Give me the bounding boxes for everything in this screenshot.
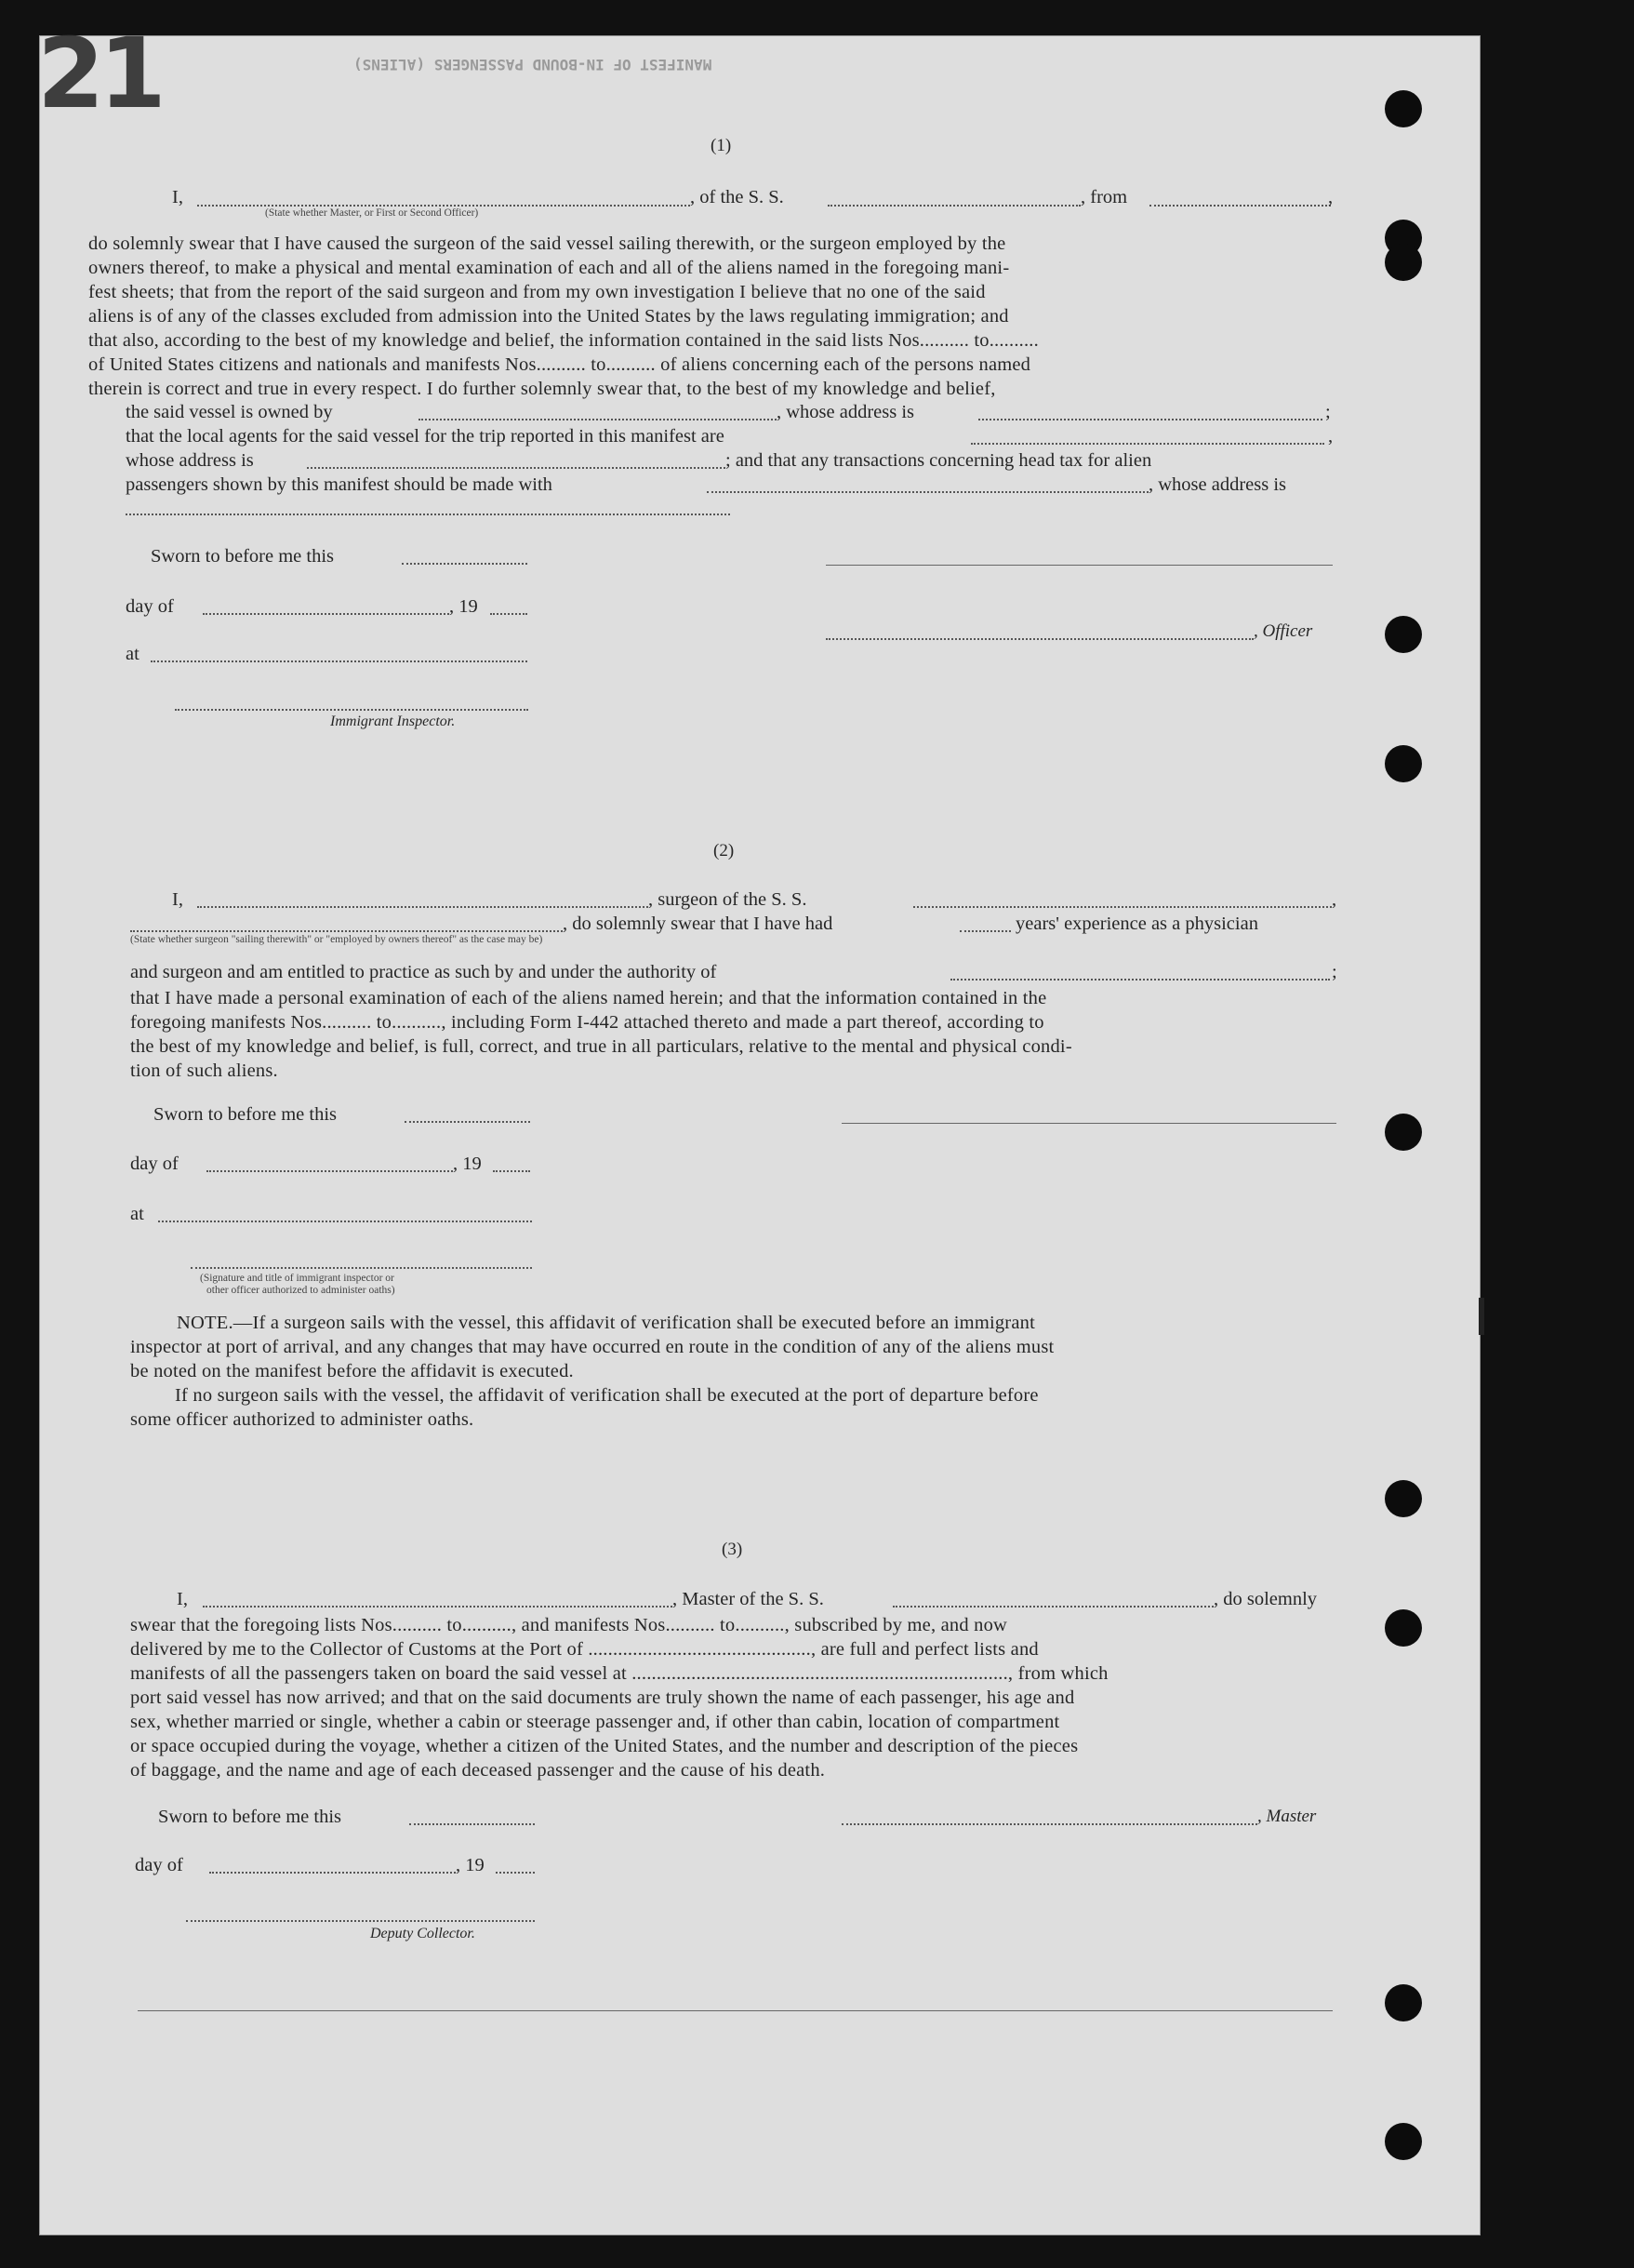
section-3-number: (3) (722, 1540, 743, 1559)
s1-agent-address-field (307, 467, 725, 469)
s2-at-field (158, 1221, 532, 1222)
s1-day-field (203, 613, 449, 615)
s1-at-label: at (126, 644, 139, 664)
s1-agent-address-label: whose address is (126, 450, 254, 471)
section-1-number: (1) (711, 136, 732, 155)
s1-head-tax-agent-field (707, 491, 1149, 493)
s1-i-label: I, (172, 187, 183, 207)
s2-inspector-signature-field (191, 1267, 532, 1269)
s1-line-2: owners thereof, to make a physical and mental examination of each and all of the aliens named in the foregoing mani- (88, 258, 1010, 278)
s1-inspector-caption: Immigrant Inspector. (330, 714, 456, 729)
s2-at-label: at (130, 1204, 144, 1224)
bottom-rule (138, 2010, 1333, 2011)
s1-officer-rank-field (197, 205, 690, 207)
s3-master-label: , Master (1257, 1807, 1317, 1826)
s1-vessel-name-field (828, 205, 1081, 207)
s1-agents-field (971, 443, 1324, 445)
s1-line-3: fest sheets; that from the report of the said surgeon and from my own investigation I believe that no one of the said (88, 282, 986, 302)
punch-hole (1385, 2123, 1422, 2160)
s3-collector-signature-field (186, 1920, 535, 1922)
s2-years-field (960, 930, 1011, 932)
s1-from-label: , from (1081, 187, 1128, 207)
s2-swear-label: , do solemnly swear that I have had (563, 914, 833, 934)
s2-comma: , (1332, 889, 1337, 910)
s1-officer-field (826, 638, 1254, 640)
s1-rank-caption: (State whether Master, or First or Second Officer) (265, 207, 479, 219)
s3-line-1: swear that the foregoing lists Nos.......... to.........., and manifests Nos.......... to.........., subscribed by me, and now (130, 1615, 1008, 1635)
s3-sworn-date-field (409, 1823, 535, 1825)
s2-line-3: the best of my knowledge and belief, is full, correct, and true in all particulars, relative to the mental and physical condi- (130, 1036, 1072, 1057)
s1-signature-line (826, 565, 1333, 566)
section-2-number: (2) (713, 841, 735, 861)
punch-hole (1385, 1114, 1422, 1151)
s2-note-line-1: NOTE.—If a surgeon sails with the vessel, this affidavit of verification shall be executed before an immigrant (177, 1313, 1035, 1333)
s2-semicolon: ; (1332, 962, 1337, 982)
page-tab-mark (1479, 1298, 1484, 1335)
bleed-through-heading: MANIFEST OF IN-BOUND PASSENGERS (ALIENS) (353, 56, 712, 73)
s1-of-ss-label: , of the S. S. (690, 187, 784, 207)
s2-signature-caption-2: other officer authorized to administer oaths) (206, 1285, 395, 1296)
punch-hole (1385, 616, 1422, 653)
s1-owner-field (418, 419, 777, 420)
punch-hole (1385, 745, 1422, 782)
s2-day-of-label: day of (130, 1154, 179, 1174)
s2-note-line-5: some officer authorized to administer oaths. (130, 1409, 474, 1430)
s2-surgeon-of-ss-label: , surgeon of the S. S. (648, 889, 807, 910)
s1-line-1: do solemnly swear that I have caused the surgeon of the said vessel sailing therewith, or the surgeon employed by the (88, 233, 1006, 254)
s1-comma-2: , (1328, 426, 1334, 447)
handwritten-page-number: 21 (37, 17, 161, 130)
s3-line-7: of baggage, and the name and age of each deceased passenger and the cause of his death. (130, 1760, 826, 1781)
s1-semicolon: ; (1325, 402, 1331, 422)
s1-owned-by-label: the said vessel is owned by (126, 402, 333, 422)
s2-experience-label: years' experience as a physician (1016, 914, 1258, 934)
s3-year-label: , 19 (456, 1855, 485, 1875)
s2-year-label: , 19 (453, 1154, 482, 1174)
s1-owner-address-field (978, 419, 1322, 420)
s1-day-of-label: day of (126, 596, 174, 617)
s1-head-tax-address-field (126, 514, 730, 515)
s1-line-5: that also, according to the best of my knowledge and belief, the information contained in the said lists Nos.......... to.......... (88, 330, 1039, 351)
s3-day-field (209, 1872, 456, 1874)
s2-year-field (493, 1170, 530, 1172)
s3-day-of-label: day of (135, 1855, 183, 1875)
s2-sworn-label: Sworn to before me this (153, 1104, 337, 1125)
s2-note-paragraph (130, 1311, 1337, 1432)
punch-hole (1385, 1984, 1422, 2021)
s1-agents-label: that the local agents for the said vessel for the trip reported in this manifest are (126, 426, 724, 447)
s3-master-name-field (203, 1606, 672, 1608)
s1-comma: , (1328, 187, 1334, 207)
s3-line-5: sex, whether married or single, whether a cabin or steerage passenger and, if other than cabin, location of compartment (130, 1712, 1060, 1732)
punch-hole (1385, 1609, 1422, 1647)
s1-from-port-field (1149, 205, 1331, 207)
s3-line-6: or space occupied during the voyage, whether a citizen of the United States, and the number and description of the pieces (130, 1736, 1079, 1756)
s2-surgeon-status-field (130, 930, 563, 932)
s1-line-6: of United States citizens and nationals and manifests Nos.......... to.......... of aliens concerning each of the persons named (88, 354, 1031, 375)
s2-authority-field (950, 979, 1330, 981)
s3-i-label: I, (177, 1589, 188, 1609)
s3-line-4: port said vessel has now arrived; and that on the said documents are truly shown the name of each passenger, his age and (130, 1688, 1075, 1708)
s2-vessel-field (913, 906, 1332, 908)
s2-i-label: I, (172, 889, 183, 910)
s2-line-4: tion of such aliens. (130, 1061, 278, 1081)
s2-note-line-3: be noted on the manifest before the affidavit is executed. (130, 1361, 574, 1381)
s1-head-tax-text: ; and that any transactions concerning head tax for alien (725, 450, 1152, 471)
s3-line-3: manifests of all the passengers taken on board the said vessel at ............................................................................, from which (130, 1663, 1109, 1684)
s1-sworn-label: Sworn to before me this (151, 546, 334, 567)
s1-year-field (490, 613, 527, 615)
s1-head-tax-label: passengers shown by this manifest should be made with (126, 474, 552, 495)
s2-authority-label: and surgeon and am entitled to practice as such by and under the authority of (130, 962, 717, 982)
s3-sworn-label: Sworn to before me this (158, 1807, 341, 1827)
punch-hole (1385, 244, 1422, 281)
s3-vessel-field (893, 1606, 1214, 1608)
s1-whose-address-label: , whose address is (1149, 474, 1287, 495)
s2-surgeon-name-field (197, 906, 648, 908)
s1-line-4: aliens is of any of the classes excluded from admission into the United States by the laws regulating immigration; and (88, 306, 1009, 327)
s1-owner-address-label: , whose address is (777, 402, 915, 422)
s2-oath-paragraph (130, 986, 1337, 1083)
s2-signature-caption-1: (Signature and title of immigrant inspector or (200, 1273, 394, 1284)
s1-inspector-signature-field (175, 709, 528, 711)
s3-line-2: delivered by me to the Collector of Customs at the Port of ............................................., are full and perfect lists and (130, 1639, 1039, 1660)
s3-oath-paragraph (130, 1613, 1339, 1782)
s2-line-2: foregoing manifests Nos.......... to.........., including Form I-442 attached thereto and made a part thereof, according to (130, 1012, 1044, 1033)
s2-signature-line (842, 1123, 1336, 1124)
s3-collector-caption: Deputy Collector. (370, 1926, 475, 1941)
s2-status-caption: (State whether surgeon "sailing therewith" or "employed by owners thereof" as the case may be) (130, 934, 543, 945)
s2-sworn-date-field (405, 1121, 530, 1123)
punch-hole (1385, 90, 1422, 127)
s3-master-signature-field (842, 1823, 1257, 1825)
s1-oath-paragraph (88, 232, 1297, 401)
s1-officer-label: , Officer (1254, 621, 1313, 641)
s2-line-1: that I have made a personal examination of each of the aliens named herein; and that the information contained in the (130, 988, 1047, 1008)
s3-master-of-ss-label: , Master of the S. S. (672, 1589, 824, 1609)
s1-year-label: , 19 (449, 596, 478, 617)
s1-at-field (151, 660, 527, 662)
s2-day-field (206, 1170, 453, 1172)
s3-year-field (496, 1872, 535, 1874)
s3-solemnly-label: , do solemnly (1214, 1589, 1318, 1609)
s1-line-7: therein is correct and true in every respect. I do further solemnly swear that, to the best of my knowledge and belief, (88, 379, 996, 399)
s2-note-line-2: inspector at port of arrival, and any changes that may have occurred en route in the condition of any of the aliens must (130, 1337, 1055, 1357)
s1-sworn-date-field (402, 563, 527, 565)
punch-hole (1385, 1480, 1422, 1517)
s2-note-line-4: If no surgeon sails with the vessel, the affidavit of verification shall be executed at the port of departure before (175, 1385, 1039, 1406)
